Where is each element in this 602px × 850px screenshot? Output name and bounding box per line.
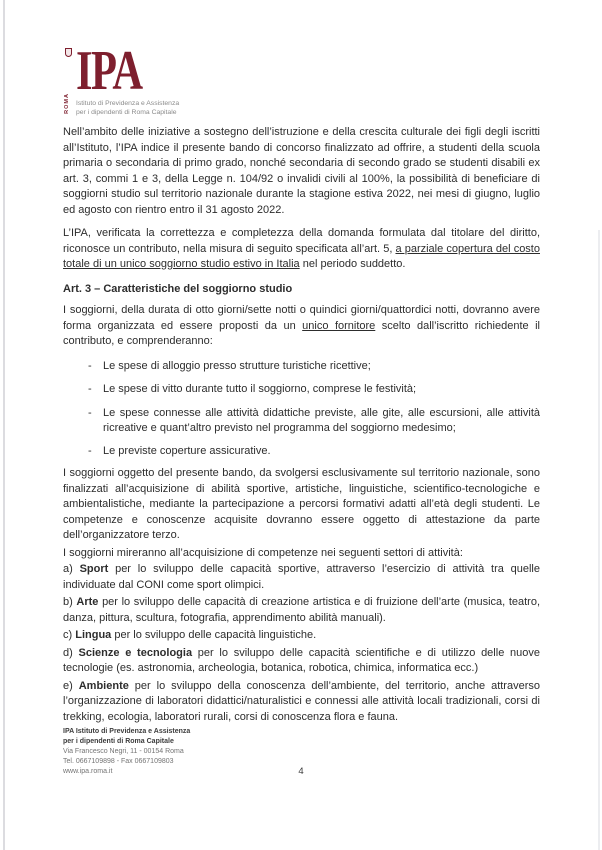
underlined-clause: unico fornitore — [302, 319, 376, 332]
list-item-text: Le previste coperture assicurative. — [103, 444, 271, 457]
footer-org-line2: per i dipendenti di Roma Capitale — [63, 737, 174, 745]
underlined-clause: a parziale copertura del costo totale di un unico soggiorno studio estivo in Italia — [63, 242, 540, 270]
sector-prefix: c) — [63, 629, 76, 641]
sector-item-lingua — [63, 628, 540, 644]
sector-prefix: a) — [63, 563, 80, 575]
sector-text: per lo sviluppo della conoscenza dell’ambiente, del territorio, anche attraverso l’organizzazione di laboratori didattici/naturalistici e connessi alle attività locali tradizionali, corsi di trekking, ecologia, laboratori rurali, corsi di conoscenza flora e fauna. — [63, 679, 540, 723]
list-item — [88, 444, 540, 460]
list-item-text: Le spese di alloggio presso strutture turistiche ricettive; — [103, 359, 371, 372]
sector-prefix: d) — [63, 646, 79, 659]
sector-text: per lo sviluppo delle capacità scientifiche e di utilizzo delle nuove tecnologie (es. astronomia, archeologia, botanica, robotica, chimica, informatica ecc.) — [63, 646, 541, 674]
logo-wordmark: IPA — [76, 40, 142, 102]
logo-subtitle — [76, 100, 179, 118]
list-item-text: Le spese di vitto durante tutto il soggiorno, comprese le festività; — [103, 383, 417, 395]
paragraph-purpose: I soggiorni oggetto del presente bando, da svolgersi esclusivamente sul territorio nazionale, sono finalizzati all’acquisizione di abilità sportive, artistiche, linguistiche, scientifico-tecnologiche e ambientalistiche, mediante la partecipazione a percorsi formativi adatti all’età degli studenti. Le competenze e conoscenze acquisite dovranno essere oggetto di attestazione da parte dell’organizzatore terzo. — [63, 467, 540, 541]
scan-edge-left — [3, 0, 5, 850]
footer-org-line1: IPA Istituto di Previdenza e Assistenza — [63, 728, 191, 735]
scan-edge-right — [598, 230, 600, 850]
bullet-dash-icon: - — [88, 359, 92, 372]
page-number: 4 — [298, 766, 304, 777]
footer-phone-fax: Tel. 0667109898 - Fax 0667109803 — [63, 757, 174, 765]
sector-text: per lo sviluppo delle capacità linguistiche. — [111, 629, 317, 641]
bullet-dash-icon: - — [88, 444, 92, 457]
list-item — [88, 382, 540, 398]
paragraph-sectors-lead: I soggiorni mireranno all’acquisizione di competenze nei seguenti settori di attività: — [63, 546, 463, 559]
sector-text: per lo sviluppo delle capacità sportive, attraverso l’esercizio di attività tra quelle individuate dal CONI come sport olimpici. — [63, 563, 540, 591]
paragraph-intro: Nell’ambito delle iniziative a sostegno dell’istruzione e della crescita culturale dei figli degli iscritti all’Istituto, l’IPA indice il presente bando di concorso finalizzato ad offrire, a studenti della scuola primaria o secondaria di primo grado, nonché secondaria di secondo grado se studenti disabili ex art. 3, commi 1 e 3, della Legge n. 104/92 o invalidi civili al 100%, la possibilità di beneficiare di soggiorni studio sul territorio nazionale durante la stagione estiva 2022, nei mesi di giugno, luglio ed agosto con rientro entro il 31 agosto 2022. — [63, 126, 540, 216]
document-content — [63, 40, 541, 727]
bullet-dash-icon: - — [88, 406, 92, 419]
expense-list — [88, 359, 540, 460]
paragraph-contribution — [63, 226, 540, 273]
text-segment: nel periodo suddetto. — [299, 258, 406, 270]
logo-subtitle-line1: Istituto di Previdenza e Assistenza — [76, 100, 180, 107]
text-segment: I soggiorni, della durata di otto giorni/sette notti o quindici giorni/quattordici notti, dovranno avere forma organizzata ed essere proposti da un — [63, 304, 540, 332]
text-segment: L’IPA, verificata la correttezza e completezza della domanda formulata dal titolare del diritto, riconosce un contributo, nella misura di seguito specificata all’art. 5, — [63, 227, 540, 255]
text-segment: scelto dall’iscritto richiedente il contributo, e comprenderanno: — [63, 319, 540, 347]
logo-left-column — [63, 47, 76, 120]
sector-name: Lingua — [75, 629, 112, 641]
sector-prefix: b) — [63, 596, 77, 608]
sector-name: Arte — [76, 596, 99, 608]
heading-art3: Art. 3 – Caratteristiche del soggiorno studio — [63, 282, 293, 295]
sector-item-ambiente — [63, 679, 540, 726]
footer-website: www.ipa.roma.it — [63, 767, 113, 775]
sector-item-sport — [63, 562, 540, 593]
list-item-text: Le spese connesse alle attività didattiche previste, alle gite, alle escursioni, alle attività ricreative e quant’altro previsto nel programma del soggiorno medesimo; — [103, 406, 540, 434]
logo-roma-vertical-text: ROMA — [64, 93, 70, 114]
sector-prefix: e) — [63, 679, 79, 692]
list-item — [88, 359, 540, 375]
logo-main — [76, 40, 180, 120]
sector-name: Scienze e tecnologia — [78, 646, 193, 659]
sector-item-scienze — [63, 646, 540, 677]
crest-icon — [65, 48, 72, 57]
sector-item-arte — [63, 595, 540, 626]
sector-text: per lo sviluppo delle capacità di creazione artistica e di fruizione dell’arte (musica, teatro, danza, pittura, scultura, fotografia, apprendimento abilità manuali). — [63, 596, 540, 624]
logo-subtitle-line2: per i dipendenti di Roma Capitale — [76, 108, 177, 116]
footer-address: Via Francesco Negri, 11 - 00154 Roma — [63, 747, 184, 755]
bullet-dash-icon: - — [88, 383, 92, 395]
list-item — [88, 406, 540, 437]
ipa-logo — [63, 40, 540, 120]
sector-name: Ambiente — [78, 679, 129, 692]
paragraph-characteristics — [63, 303, 540, 350]
sector-name: Sport — [79, 563, 109, 575]
